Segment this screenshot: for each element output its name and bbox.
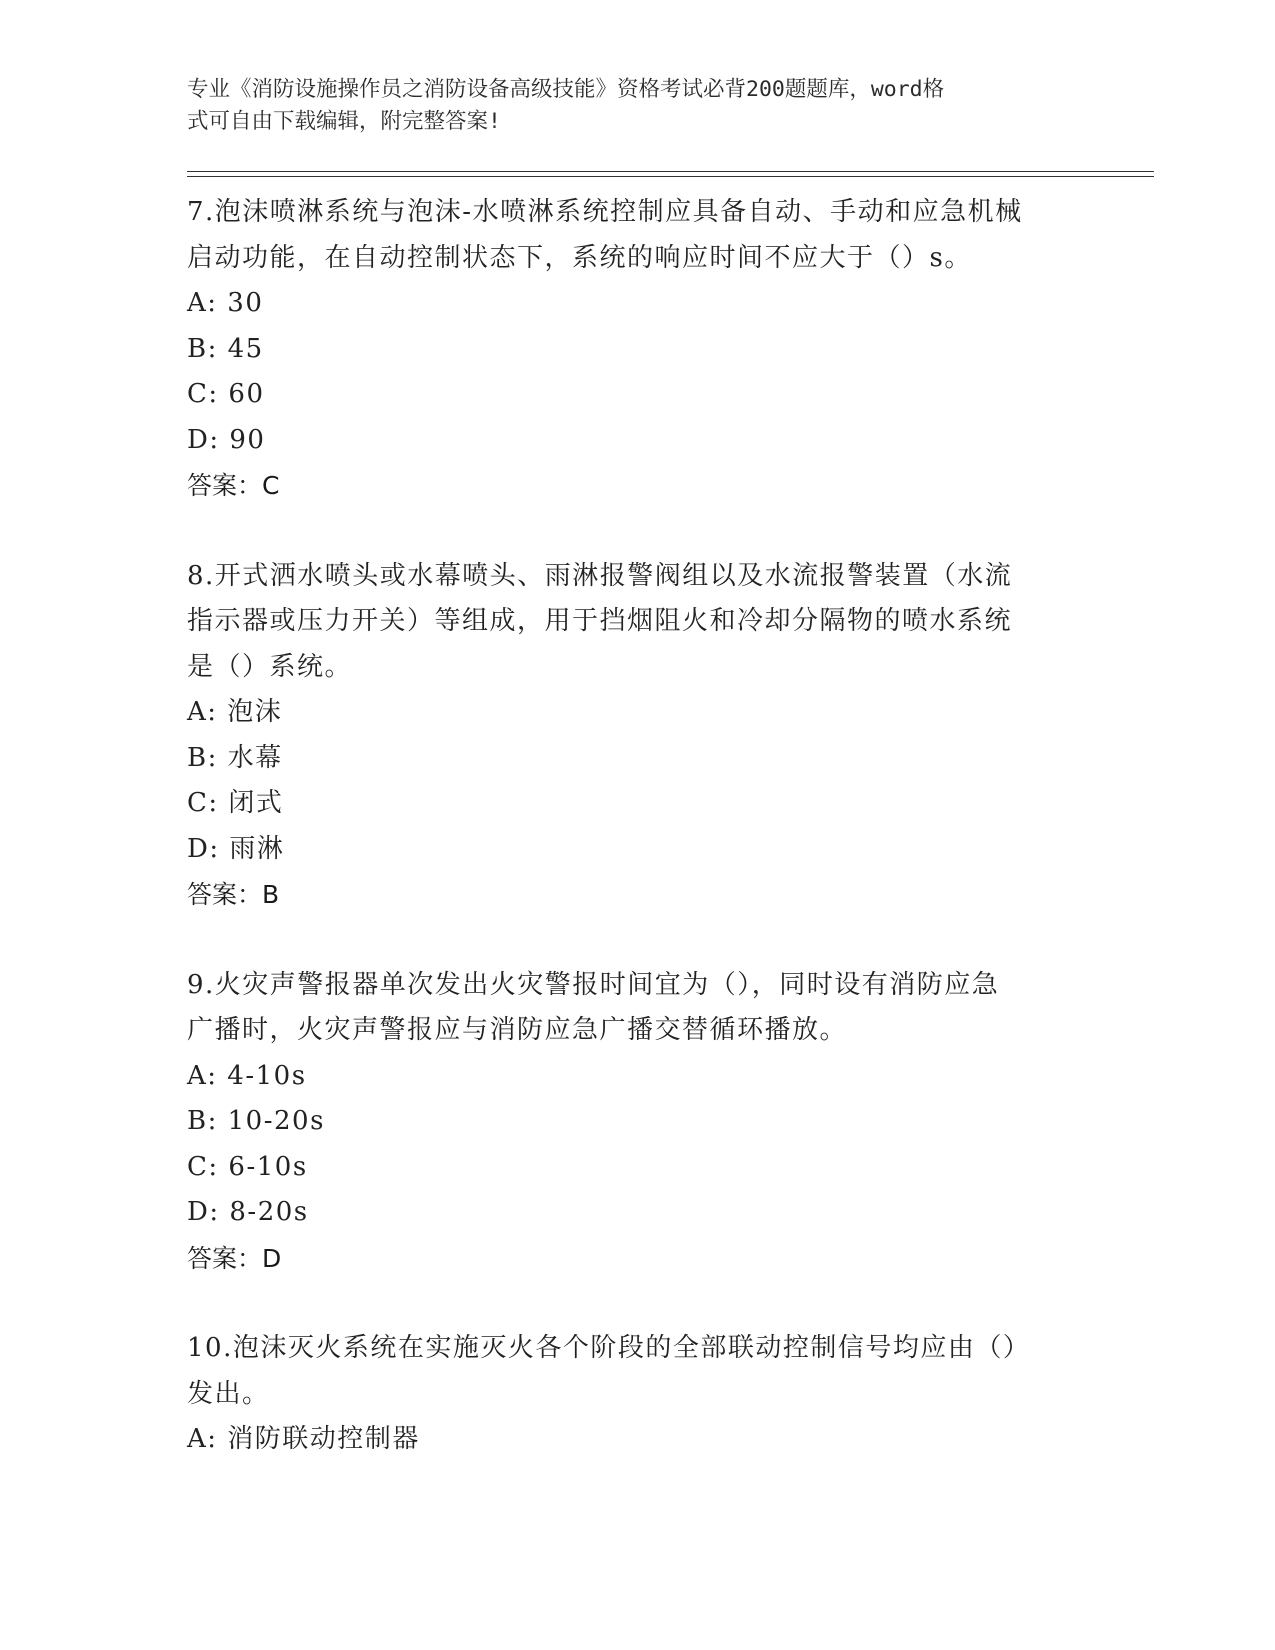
header-divider-bottom [187,176,1154,177]
answer: 答案：C [187,471,280,500]
header-line-1: 专业《消防设施操作员之消防设备高级技能》资格考试必背200题题库，word格 [187,77,945,102]
question-stem-line: 8.开式洒水喷头或水幕喷头、雨淋报警阀组以及水流报警装置（水流 [187,560,1013,591]
option-c: C: 闭式 [187,788,284,818]
option-d: D: 90 [187,424,266,455]
question-list [187,190,1087,1463]
question-stem-line: 7.泡沫喷淋系统与泡沫-水喷淋系统控制应具备自动、手动和应急机械 [187,197,1023,227]
option-d: D: 雨淋 [187,833,285,864]
option-a: A: 4-10s [187,1060,307,1091]
option-a: A: 30 [187,288,264,318]
question-stem-line: 9.火灾声警报器单次发出火灾警报时间宜为（），同时设有消防应急 [187,969,1000,1000]
option-d: D: 8-20s [187,1197,309,1227]
option-b: B: 45 [187,333,264,364]
question-9 [187,963,1087,1282]
option-c: C: 60 [187,379,265,409]
option-b: B: 10-20s [187,1106,325,1136]
question-stem-line: 启动功能，在自动控制状态下，系统的响应时间不应大于（）s。 [187,242,972,273]
header-divider-top [187,171,1154,172]
question-stem-line: 广播时，火灾声警报应与消防应急广播交替循环播放。 [187,1015,848,1045]
option-c: C: 6-10s [187,1151,308,1182]
question-stem-line: 10.泡沫灭火系统在实施灭火各个阶段的全部联动控制信号均应由（） [187,1333,1031,1363]
answer: 答案：B [187,880,280,909]
option-a: A: 泡沫 [187,697,283,727]
document-header [187,74,1057,138]
option-b: B: 水幕 [187,742,283,773]
question-stem-line: 是（）系统。 [187,651,353,682]
question-stem-line: 发出。 [187,1378,270,1409]
question-10 [187,1326,1087,1463]
option-a: A: 消防联动控制器 [187,1424,420,1454]
question-7 [187,190,1087,509]
answer: 答案：D [187,1243,282,1273]
question-stem-line: 指示器或压力开关）等组成，用于挡烟阻火和冷却分隔物的喷水系统 [187,606,1013,636]
question-8 [187,554,1087,918]
header-line-2: 式可自由下载编辑，附完整答案! [187,109,501,134]
